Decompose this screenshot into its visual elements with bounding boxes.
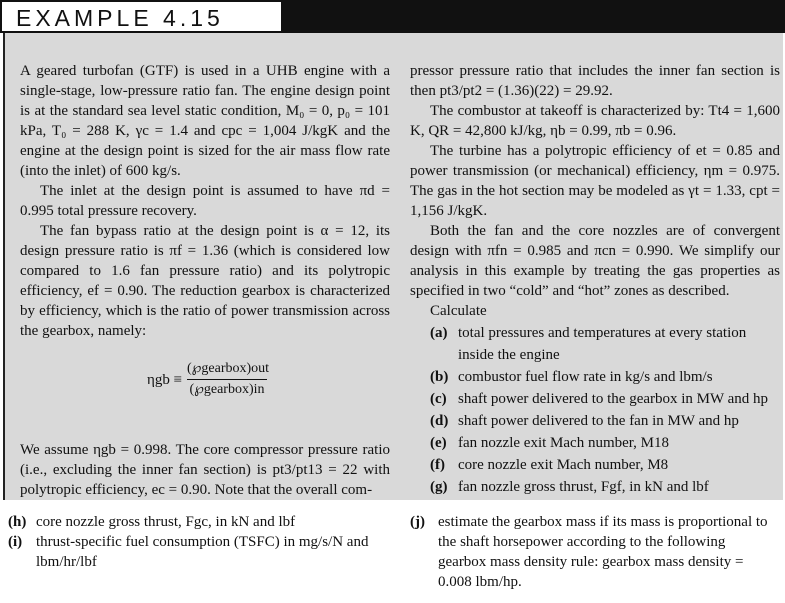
paragraph-combustor: The combustor at takeoff is characterized by: Tt4 = 1,600 K, QR = 42,800 kJ/kg, ηb = 0.99, πb = 0.96. <box>410 103 780 139</box>
list-item <box>430 322 780 366</box>
item-label: (h) <box>8 514 27 530</box>
equation-lhs: ηgb ≡ <box>147 372 183 388</box>
item-label: (j) <box>410 514 425 530</box>
equation-fraction <box>187 360 270 399</box>
fraction-bar <box>187 379 267 380</box>
list-item <box>430 454 780 476</box>
list-item <box>430 410 780 432</box>
item-label: (i) <box>8 534 23 550</box>
paragraph-inlet: The inlet at the design point is assumed to have πd = 0.995 total pressure recovery. <box>20 183 390 219</box>
item-label: (a) <box>430 325 448 341</box>
item-text: fan nozzle gross thrust, Fgf, in kN and lbf <box>458 479 709 495</box>
gearbox-efficiency-equation <box>147 360 277 404</box>
task-list <box>430 322 780 498</box>
item-label: (c) <box>430 391 447 407</box>
task-list-continued-right <box>410 512 770 592</box>
item-label: (e) <box>430 435 447 451</box>
item-text: shaft power delivered to the fan in MW and hp <box>458 413 739 429</box>
item-text: estimate the gearbox mass if its mass is proportional to the shaft horsepower according to the following gearbox mass density rule: gearbox mass density = 0.008 lbm/hp. <box>438 514 768 590</box>
list-item <box>410 512 770 592</box>
list-item <box>430 476 780 498</box>
item-text: core nozzle exit Mach number, M8 <box>458 457 669 473</box>
example-header <box>0 0 281 33</box>
list-item <box>430 388 780 410</box>
paragraph-compressor: We assume ηgb = 0.998. The core compressor pressure ratio (i.e., excluding the inner fan section) is pt3/pt13 = 22 with polytropic efficiency, ec = 0.90. Note that the overall com- <box>20 442 390 498</box>
paragraph-nozzles: Both the fan and the core nozzles are of convergent design with πfn = 0.985 and πcn = 0.990. We simplify our analysis in this example by treating the gas properties as specified in two “cold” and “hot” zones as described. <box>410 223 780 299</box>
list-item <box>430 432 780 454</box>
item-text: combustor fuel flow rate in kg/s and lbm/s <box>458 369 713 385</box>
paragraph-turbine: The turbine has a polytropic efficiency of et = 0.85 and power transmission (or mechanical) efficiency, ηm = 0.975. The gas in the hot section may be modeled as γt = 1.33, cpt = 1,156 J/kgK. <box>410 143 780 219</box>
list-item <box>8 512 388 532</box>
item-text: fan nozzle exit Mach number, M18 <box>458 435 669 451</box>
list-item <box>8 532 388 572</box>
list-item <box>430 366 780 388</box>
item-text: core nozzle gross thrust, Fgc, in kN and lbf <box>36 514 296 530</box>
paragraph-intro: A geared turbofan (GTF) is used in a UHB engine with a single-stage, low-pressure ratio fan. The engine design point is at the standard sea level static condition, M₀ = 0, p₀ = 101 kPa, T₀ = 288 K, γc = 1.4 and cpc = 1,004 J/kgK and the engine at the design point is sized for the air mass flow rate (into the inlet) of 600 kg/s. <box>20 63 390 179</box>
left-column <box>20 61 390 341</box>
item-label: (g) <box>430 479 448 495</box>
right-column <box>410 61 780 321</box>
item-text: shaft power delivered to the gearbox in MW and hp <box>458 391 769 407</box>
item-label: (d) <box>430 413 449 429</box>
equation-numerator: (℘gearbox)out <box>187 361 270 376</box>
equation-denominator: (℘gearbox)in <box>189 382 265 397</box>
header-bar <box>281 0 785 33</box>
item-label: (f) <box>430 457 445 473</box>
task-list-continued-left <box>8 512 388 572</box>
paragraph-fan: The fan bypass ratio at the design point is α = 12, its design pressure ratio is πf = 1.36 (which is considered low compared to 1.6 fan pressure ratio) and its polytropic efficiency, ef = 0.90. The reduction gearbox is characterized by efficiency, which is the ratio of power transmission across the gearbox, namely: <box>20 223 390 339</box>
item-label: (b) <box>430 369 449 385</box>
item-text: thrust-specific fuel consumption (TSFC) in mg/s/N and lbm/hr/lbf <box>36 534 369 570</box>
item-text: total pressures and temperatures at every station inside the engine <box>458 325 747 363</box>
paragraph-overall-ratio: pressor pressure ratio that includes the inner fan section is then pt3/pt2 = (1.36)(22) = 29.92. <box>410 63 780 99</box>
example-title: EXAMPLE 4.15 <box>16 5 224 31</box>
left-bottom-text <box>20 440 390 500</box>
paragraph-calculate: Calculate <box>430 303 487 319</box>
